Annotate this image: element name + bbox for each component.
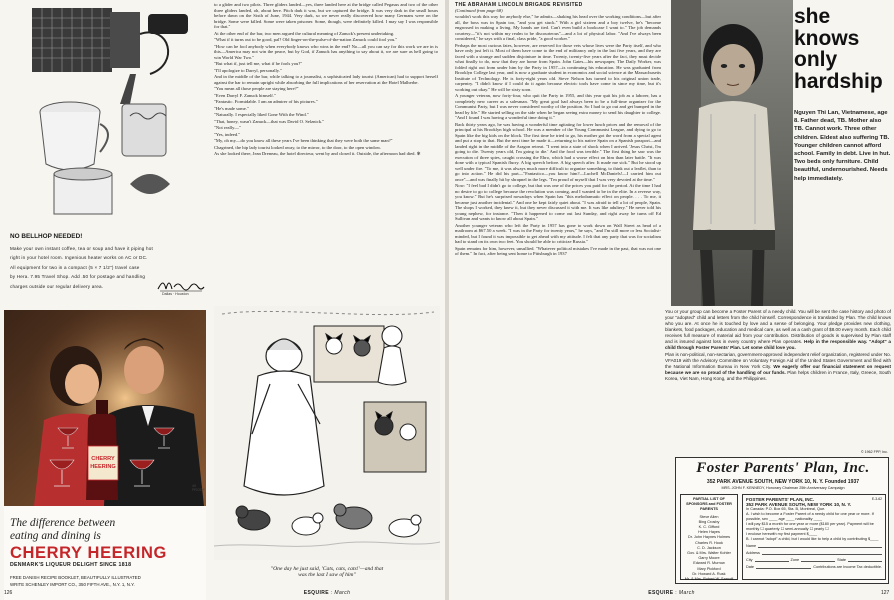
sponsor-name: C. D. Jackson [697, 545, 721, 550]
story-paragraph: to a glider and two pilots. Three gliders landed—yes, three landed here at the bridge called Pegasus and two of the other three gliders landed, oh, about here. Pitch dark it was, but we captured the bridge. It was very dark in the small hours before dawn on the Sixth of June, 1944. Very dark, so we never really discovered how many Germans were on the bridge. Some were killed. Some were taken prisoner. Some, though, were definitely killed. I may say I was responsible for that." [214, 2, 438, 29]
bottle-label-bottom: HEERING [90, 464, 116, 470]
neiman-marcus-signature [156, 279, 206, 293]
child-shirt [693, 101, 775, 230]
lincoln-brigade-title: THE ABRAHAM LINCOLN BRIGADE REVISITED [455, 2, 583, 8]
bellhop-line: All equipment for two in a compact (5 × 7 1/2") travel case [10, 264, 140, 270]
story-paragraph: "Even Darryl F. Zanuck himself." [214, 92, 276, 98]
heering-tagline [10, 517, 115, 542]
plug [148, 14, 188, 34]
neiman-marcus-ad [4, 4, 204, 302]
offer-line: WRITE SCHENLEY IMPORT CO., 350 FIFTH AVE., N.Y. 1, N.Y. [10, 581, 135, 587]
heering-brand: CHERRY HEERING [10, 544, 167, 562]
state-rule[interactable] [848, 558, 882, 562]
bellhop-line: by Hera. 7.95 Travel Shop. Add .50 for postage and handling [10, 274, 146, 280]
story-paragraph: Spain remains for him, however, unsullied. "Whatever political mistakes I've made in the past, that was not one of them." In fact, after being sent home to Pittsburgh in 1937 [455, 245, 661, 256]
field-label: Date [746, 565, 755, 569]
story-paragraph: Now: "I feel bad I didn't go to college, but that was one of the prices you paid for the period. At the time I had no desire to go to college because the revolution was coming, and I wanted to be in the elite. In a reverse way, you know." But he's surprised nowadays when Spain has "this melodramatic effect on people. . . . To me, it became just another incidental." And one he kept fairly quiet about. "I was afraid to tell a lot of people, Spain. The shops I worked, they knew it, but they never discussed it with me. It was like adultery." He never told his young nephew, for instance. "Then it happened to come out last Sunday, and right away he turns off Ed Sullivan and wants to know all about Spain." [455, 183, 661, 221]
coupon-address: 352 PARK AVENUE SOUTH, NEW YORK 10, N. Y. Founded 1937 [706, 479, 860, 485]
right-page-number: 127 [881, 590, 890, 596]
heater-coil-box [122, 104, 166, 156]
name-field[interactable] [746, 544, 882, 549]
headline-line: hardship [794, 69, 883, 93]
footer-month: March [334, 590, 351, 596]
story-paragraph: At the other end of the bar, two men argued the cultural meaning of Zanuck's present undertaking. [214, 30, 395, 36]
address-rule[interactable] [762, 551, 882, 555]
bottle-label-top: CHERRY [91, 456, 115, 462]
right-page [449, 0, 894, 600]
form-code: E-3-62 [871, 497, 882, 501]
sponsor-name: Garry Moore [698, 556, 720, 561]
immersion-heater [130, 174, 170, 194]
man-tuxedo [104, 405, 204, 506]
jar-lid [54, 168, 112, 180]
right-running-footer: ESQUIRE : March [648, 590, 695, 596]
story-paragraph: And in the middle of the bar, while talking to a journalist, a sophisticated lady tourist (American) had to support herself against the bar to remain upright while absorbing the full implications of her reservation at the Hotel Malherbe. [214, 74, 438, 85]
sponsor-name: Charles R. Hook [695, 540, 723, 545]
address-field[interactable] [746, 551, 882, 556]
story-paragraph: "How can he fool anybody when everybody knows who wins in the end? No—all you can say for this work we are in is this—America may not win the peace, but by God, if Zanuck has anything to say about it, we are sure as hell going to win World War Two." [214, 43, 438, 60]
sponsor-title: PARTIAL LIST OF SPONSORS and FOSTER PARENTS [686, 497, 732, 512]
cup-body [40, 112, 100, 170]
foster-body-2: Plan is non-political, non-sectarian, government-approved independent relief organization, registered under No. VFA019 with the Advisory Committee on Voluntary Foreign Aid of the United States Government and filed with the National Information Bureau in New York City. [665, 352, 891, 369]
cherry-heering-ad [4, 310, 206, 600]
headline-line: only [794, 48, 838, 71]
tagline-line: The difference between [10, 517, 116, 529]
cartoon-caption [214, 566, 440, 579]
sponsor-list [680, 494, 738, 580]
foster-body [665, 309, 891, 450]
neiman-marcus-cities: Dallas · Houston [162, 292, 189, 296]
story-paragraph: Chagrined, the hip lady tourist looked away, to the mirror, to the door, to the open window. [214, 144, 382, 150]
sponsor-name: Dr. John Haynes Holmes [688, 535, 730, 540]
foster-headline [794, 6, 894, 92]
bellhop-line: charges outside our regular delivery area. [10, 283, 104, 289]
field-label: City [746, 558, 753, 562]
headline-line: she knows [794, 5, 860, 50]
bellhop-line: right in your hotel room. Ingenious heater works on AC or DC. [10, 255, 148, 261]
left-page [0, 0, 445, 600]
field-label: Name [746, 544, 757, 548]
caption-line: "One day he just said, 'Cats, cats, cats!'—and that [270, 566, 384, 572]
man-face [124, 346, 164, 394]
bellhop-headline: NO BELLHOP NEEDED! [10, 233, 83, 240]
field-label: Address [746, 551, 760, 555]
woman-face [65, 364, 99, 404]
dining-couple-photo [4, 310, 206, 506]
sponsor-name: Gov. & Mrs. Walter Kohler [687, 551, 731, 556]
foster-coupon [675, 457, 889, 584]
story-paragraph: "Not really—" [214, 125, 241, 130]
cup-handle [100, 124, 108, 152]
sponsor-name: Dr. Howard A. Rusk [692, 571, 726, 576]
sponsor-name: Edward R. Murrow [693, 561, 725, 566]
footer-magazine: ESQUIRE [303, 590, 330, 596]
spoon [120, 74, 136, 104]
case-lid [110, 12, 140, 68]
foster-body-1: You or your group can become a Foster Parent of a needy child. You will be sent the case history and photo of your "adopted" child and letters from the child himself. Correspondence is translated by Plan. The child knows who you are. At once he is touched by love and a sense of belonging. Your pledge provides new clothing, blankets, food packages, education and medical care, as well as a cash grant of $8.00 every month. Each child receives full measure of material aid from your contribution. Distribution of goods is supervised by Plan staff and is insured against loss in every country where Plan operates. [665, 309, 891, 344]
date-rule[interactable] [756, 565, 811, 569]
story-paragraph: Another younger veteran who left the Party in 1957 has gone to work down on Wall Street as head of a mailroom at $67.50 a week. "I was in the Party for twenty years," he says, "and I'm still more or less Socialist-minded, but I found it was impossible to get ahead with my attitude. I felt that any party that was for socialism had to stand on its own two feet. You should be able to criticize Russia." [455, 222, 661, 244]
sponsor-name: Mr. & Mrs. Robert W. Sarnoff [684, 577, 734, 582]
field-label: State [837, 558, 847, 562]
sponsor-name: Mary Pickford [697, 566, 721, 571]
child-face [711, 44, 755, 96]
story-paragraph: "That, honey, wasn't Zanuck—that was David O. Selznick." [214, 118, 325, 124]
form-title: FOSTER PARENTS' PLAN, INC. [746, 497, 815, 502]
form-canada: In Canada: P.O. Box 65, Sta. B, Montreal, Que. [746, 507, 826, 511]
name-rule[interactable] [758, 544, 882, 548]
story-paragraph: "Naturally. I especially liked Gone With the Wind." [214, 112, 309, 117]
date-field[interactable] [746, 565, 882, 570]
zone-rule[interactable] [801, 558, 835, 562]
sponsor-name: K. C. Gifford [698, 525, 720, 530]
story-paragraph: As she looked there, Jean Dreneau, the hotel directeur, went by and closed it. Outside, the afternoon had died. ✻ [214, 151, 421, 156]
footer-magazine: ESQUIRE [648, 590, 674, 596]
city-rule[interactable] [755, 558, 789, 562]
field-label: Zone [790, 558, 800, 562]
proof-label: 49 PROOF [192, 484, 205, 492]
continued-note: (Continued from page 68) [455, 8, 503, 13]
coupon-honorary: MRS. JOHN F. KENNEDY, Honorary Chairman 25th Anniversary Campaign [721, 486, 845, 490]
story-paragraph: A younger veteran, now forty-four, who quit the Party in 1955, and this year quit his job as a laborer, has a completely new career as a salesman. "My great goal had always been to be a full-time organizer for the Communist Party, but I was never considered worthy of the position. So I had to go out and get bumped in the head by life." He started selling on the side when he began seeing extra money to send his daughter to college. "And I found I was having a wonderful time doing it." [455, 93, 661, 120]
story-paragraph: "He's made some." [214, 105, 249, 111]
heering-offer [10, 575, 204, 588]
story-paragraph: "What if it turns out to be good, pal? Old finger-on-the-pulse-of-the-nation Zanuck could fool you." [214, 37, 398, 42]
coupon-logo: Foster Parents' Plan, Inc. [696, 460, 870, 476]
foster-body-2-tail: Plan helps children in France, Italy, Greece, South Korea, Viet Nam, Hong Kong, and the Philippines. [665, 370, 891, 381]
story-paragraph: "My, oh my—do you know all these years I've been thinking that they were both the same man?" [214, 138, 393, 143]
story-paragraph: "You mean all those people are staying here?" [214, 86, 299, 91]
left-page-number: 126 [4, 590, 13, 596]
tax-note: Contributions are Income Tax deductible. [813, 565, 882, 569]
foster-paragraph [665, 309, 891, 351]
form-enclose[interactable]: I enclose herewith my first payment $____ [746, 532, 818, 536]
foster-copyright: © 1962 FPP, Inc. [861, 450, 888, 454]
zanuck-story-column [214, 2, 438, 200]
sponsor-name: Steve Allen [699, 514, 719, 519]
foster-body-1-bold: Help in the responsible way. "Adopt" a child through Foster Parents' Plan. Let some child love you. [665, 339, 891, 350]
lincoln-brigade-column [455, 14, 661, 588]
caption-line: was the last I saw of him" [298, 572, 356, 579]
form-address: 352 PARK AVENUE SOUTH, NEW YORK 10, N. Y. [746, 502, 852, 507]
form-option-a[interactable]: A. I wish to become a Foster Parent of a needy child for one year or more. If possible, sex ____ age ____ nationality ____ [746, 512, 874, 521]
tagline-line: eating and dining is [10, 529, 101, 542]
sponsor-name: Bing Crosby [698, 519, 720, 524]
foster-body-2-bold: We eagerly offer our financial statement on request because we are so proud of the handling of our funds. [665, 364, 891, 375]
offer-line: FREE DANISH RECIPE BOOKLET, BEAUTIFULLY ILLUSTRATED [10, 575, 141, 580]
story-paragraph: "Fantastic. Formidable. I am an admirer of his pictures." [214, 99, 318, 104]
left-running-footer: ESQUIRE : March [303, 590, 351, 596]
appliance-illustration [10, 4, 196, 220]
heering-subline: DENMARK'S LIQUEUR DELIGHT SINCE 1818 [10, 562, 132, 568]
form-payment[interactable]: I will pay $15 a month for one year or more ($180 per year). Payment will be monthly ☐ quarterly ☐ semi-annually ☐ yearly ☐ [746, 522, 874, 531]
story-paragraph: Back thirty years ago, he was having a wonderful time agitating for lower lunch prices and the removal of the principal at his Brooklyn high school. He was a member of the Young Communist League, and dying to go to Spain like the big kids on the block. The first time he tried to go, his mother got the word from a special agent and put a stop to that. But the next time he made it—returning to his native Spain on a Spanish passport—and landed right in the middle of the Aragon retreat. "I went into a state of shock when I arrived. 'Jesus Christ, I'm going to die. Twenty years old, I'm going to die.' And the food was terrible." The first thing he saw was the execution of three spies, caught crossing the Ebro, which had a worse effect on him than later battle. "It was done with a typical Spanish flurry. A big speech before. A big speech after. It made me sick." But he stood up well under fire. "To me, it was always much more difficult to organize something, to think out a leaflet, than to go into action." He did his part—"Fantastico—you know him?—Luchell McDaniels!—I carried him out once"—and was finally hit by shrapnel in the legs. "I'm proud of myself that I was very devoted at the time." [455, 121, 661, 182]
story-paragraph: wouldn't work this way for anybody else," he admits—shaking his head over the working conditions—but after all, the boss was in Spain too, "and you get stuck." With a girl sixteen and a boy twelve, he's "become engrossed in making a living. My hands are tied. Can't even build a bookcase I want to." The job demands courtesy—"it's not within my realm to be discourteous"—and a lot of physical labor. "And I've always been considered," he says with a final, class pride, "a good worker." [455, 14, 661, 41]
city-zone-state-field[interactable] [746, 558, 882, 563]
story-paragraph: "I'll apologize to Darryl, personally." [214, 67, 282, 73]
bellhop-line: Make your own instant coffee, tea or soup and have it piping hot [10, 246, 153, 251]
power-cord [140, 32, 168, 74]
footer-month: March [678, 590, 695, 596]
child-photo [671, 0, 793, 306]
cats-cartoon [214, 306, 440, 560]
story-paragraph: "But what if, just tell me, what if he fools you?" [214, 61, 303, 66]
sponsor-name: Helen Hayes [698, 530, 720, 535]
foster-paragraph [665, 352, 891, 382]
story-paragraph: Perhaps the most curious fates, however, are reserved for those vets whose lives were the Party itself, and who have only just left it. Most of them have come to the end of militancy only in the last five years, and they are faced with a strange and sudden disjointure in time. Twenty, twenty-five years after the fact, they must decide what finally to do, now that they are home from Spain. John Gates—his newspaper, The Daily Worker, was folded right out from under him by the Party in 1957—is continuing his education. He was graduated from Brooklyn College last year, and is now a graduate student in economics and social science at the Massachusetts Institute of Technology. He is forty-eight years old. Steve Nelson has turned to his original union trade, carpentry. "I didn't know if I could do it again because electric tools have come in since my time, but it's working out okay." He will be sixty soon. [455, 42, 661, 92]
foster-intro: Nguyen Thi Lan, Vietnamese, age 8. Father dead, TB. Mother also TB. Cannot work. Three other children. Eldest also suffering TB. Younger children cannot afford school. Family in debt. Live in hut. Two beds only furniture. Child beautiful, undernourished. Needs help immediately. [794, 110, 891, 182]
cartoon-man [378, 326, 406, 385]
coupon-form [742, 494, 886, 580]
story-paragraph: "Yes, indeed." [214, 131, 241, 137]
form-option-b[interactable]: B. I cannot "adopt" a child, but I would like to help a child by contributing $____ [746, 537, 879, 541]
